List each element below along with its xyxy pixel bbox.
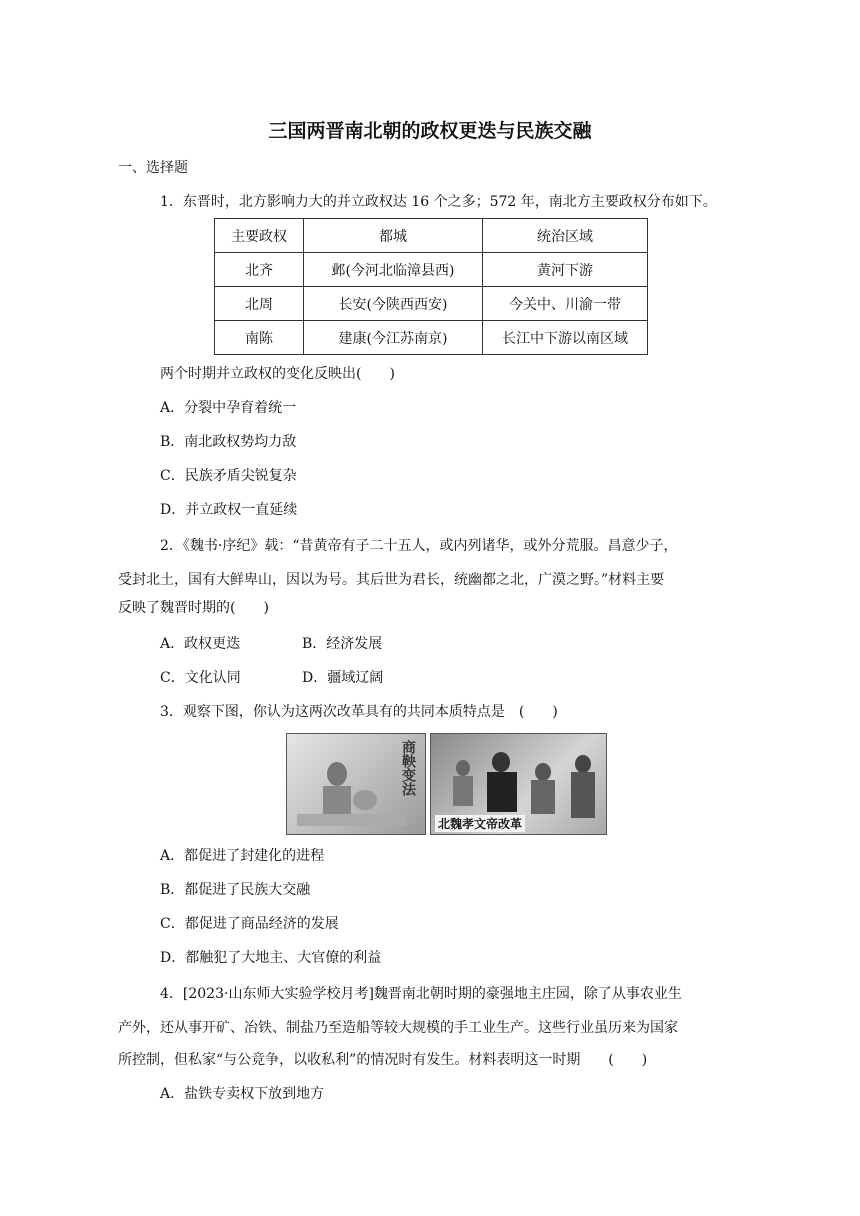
q2-line-1: 2．《魏书·序纪》载：“昔黄帝有子二十五人，或内列诸华，或外分荒服。昌意少子， xyxy=(160,538,678,554)
table-row xyxy=(215,253,648,287)
table-cell: 长江中下游以南区域 xyxy=(483,321,648,355)
table-header-row xyxy=(215,219,648,253)
q2-line-2: 受封北土，国有大鲜卑山，因以为号。其后世为君长，统幽都之北，广漠之野。”材料主要 xyxy=(118,572,665,588)
table-row xyxy=(215,321,648,355)
q2-option-a: A．政权更迭 xyxy=(160,636,241,652)
q1-option-d: D．并立政权一直延续 xyxy=(160,502,298,518)
table-header: 统治区域 xyxy=(483,219,648,253)
q3-option-c: C．都促进了商品经济的发展 xyxy=(160,916,339,932)
table-row xyxy=(215,287,648,321)
table-cell: 北周 xyxy=(215,287,304,321)
q3-option-b: B．都促进了民族大交融 xyxy=(160,882,311,898)
shang-yang-reform-image xyxy=(286,733,426,835)
q2-line-3: 反映了魏晋时期的( ) xyxy=(118,600,269,616)
table-cell: 邺(今河北临漳县西) xyxy=(304,253,483,287)
q1-option-c: C．民族矛盾尖锐复杂 xyxy=(160,468,297,484)
q4-line-1: 4．[2023·山东师大实验学校月考]魏晋南北朝时期的豪强地主庄园，除了从事农业生 xyxy=(160,986,682,1002)
shang-yang-label: 商鞅变法 xyxy=(400,740,416,796)
q4-line-2: 产外，还从事开矿、冶铁、制盐乃至造船等较大规模的手工业生产。这些行业虽历来为国家 xyxy=(118,1020,678,1036)
q2-option-c: C．文化认同 xyxy=(160,670,241,686)
table-cell: 今关中、川渝一带 xyxy=(483,287,648,321)
reform-images xyxy=(286,733,606,833)
q1-stem: 1．东晋时，北方影响力大的并立政权达 16 个之多；572 年，南北方主要政权分布如下。 xyxy=(160,194,717,210)
table-header: 都城 xyxy=(304,219,483,253)
q1-option-a: A．分裂中孕育着统一 xyxy=(160,400,297,416)
q3-stem: 3．观察下图，你认为这两次改革具有的共同本质特点是 ( ) xyxy=(160,704,558,720)
q4-line-3: 所控制，但私家“与公竞争，以收私利”的情况时有发生。材料表明这一时期 ( ) xyxy=(118,1052,648,1068)
table-cell: 长安(今陕西西安) xyxy=(304,287,483,321)
q3-option-d: D．都触犯了大地主、大官僚的利益 xyxy=(160,950,382,966)
table-cell: 北齐 xyxy=(215,253,304,287)
section-heading: 一、选择题 xyxy=(118,160,188,176)
q2-option-b: B．经济发展 xyxy=(302,636,383,652)
table-cell: 黄河下游 xyxy=(483,253,648,287)
xiaowen-reform-caption: 北魏孝文帝改革 xyxy=(435,815,525,832)
q1-option-b: B．南北政权势均力敌 xyxy=(160,434,297,450)
q2-option-d: D．疆域辽阔 xyxy=(302,670,384,686)
q3-option-a: A．都促进了封建化的进程 xyxy=(160,848,325,864)
regime-table xyxy=(214,218,648,355)
q1-question: 两个时期并立政权的变化反映出( ) xyxy=(160,366,395,382)
table-header: 主要政权 xyxy=(215,219,304,253)
page-title: 三国两晋南北朝的政权更迭与民族交融 xyxy=(268,120,592,142)
xiaowen-reform-image xyxy=(430,733,607,835)
q4-option-a: A．盐铁专卖权下放到地方 xyxy=(160,1086,325,1102)
table-cell: 南陈 xyxy=(215,321,304,355)
table-cell: 建康(今江苏南京) xyxy=(304,321,483,355)
